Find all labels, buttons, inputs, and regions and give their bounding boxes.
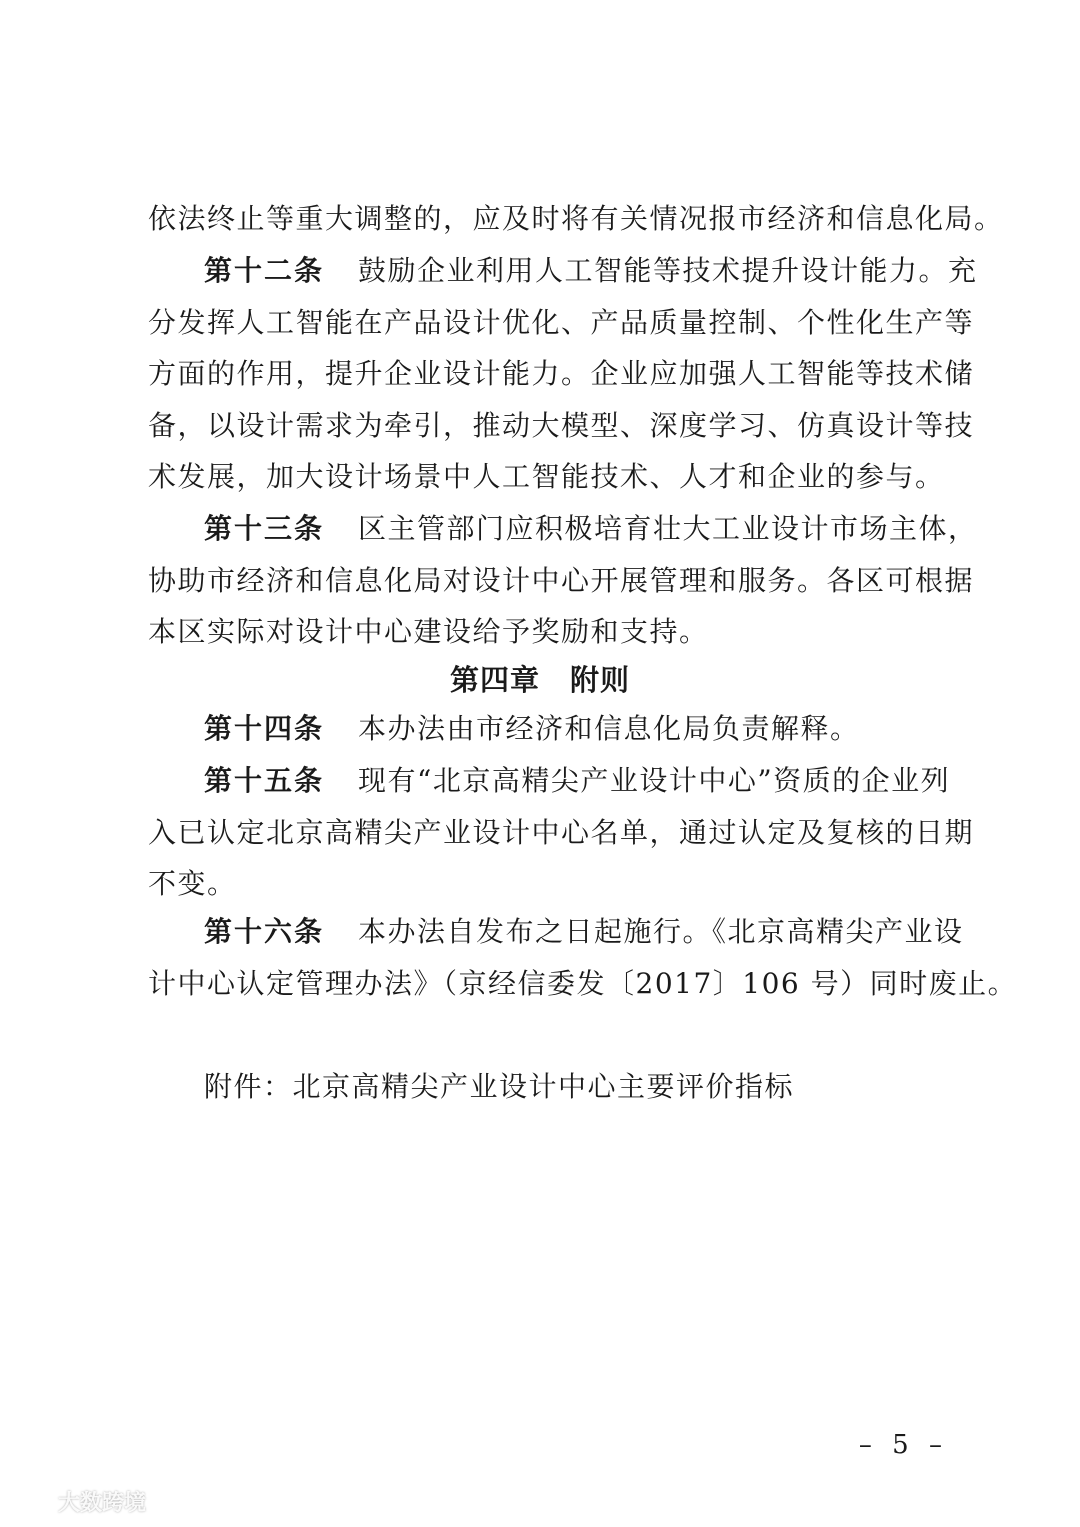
article-13 bbox=[148, 503, 978, 658]
chapter-name: 附则 bbox=[570, 663, 631, 697]
watermark-text: 大数跨境 bbox=[58, 1491, 147, 1516]
chapter-number: 第四章 bbox=[449, 663, 540, 697]
article-12-line-2: 分发挥人工智能在产品设计优化、产品质量控制、个性化生产等 bbox=[148, 305, 975, 339]
article-15 bbox=[148, 755, 975, 910]
attachment-note: 附件：北京高精尖产业设计中心主要评价指标 bbox=[204, 1070, 795, 1103]
article-15-title: 第十五条 bbox=[204, 764, 325, 797]
watermark-logo-icon bbox=[8, 1487, 54, 1517]
article-14-title: 第十四条 bbox=[204, 712, 325, 745]
article-16-line-1: 本办法自发布之日起施行。《北京高精尖产业设 bbox=[358, 915, 964, 948]
article-15-line-1: 现有“北京高精尖产业设计中心”资质的企业列 bbox=[358, 764, 951, 797]
article-15-line-3: 不变。 bbox=[148, 867, 237, 900]
continuation-paragraph bbox=[148, 193, 1004, 245]
article-12 bbox=[148, 245, 978, 503]
chapter-heading bbox=[0, 658, 1080, 699]
article-12-line-5: 术发展，加大设计场景中人工智能技术、人才和企业的参与。 bbox=[148, 460, 945, 493]
page-number: – 5 – bbox=[858, 1430, 948, 1460]
article-12-line-1: 鼓励企业利用人工智能等技术提升设计能力。充 bbox=[358, 254, 978, 287]
article-16 bbox=[148, 906, 1018, 1009]
article-14-line-1: 本办法由市经济和信息化局负责解释。 bbox=[358, 712, 860, 745]
article-12-line-4: 备，以设计需求为牵引，推动大模型、深度学习、仿真设计等技 bbox=[148, 408, 975, 442]
article-12-title: 第十二条 bbox=[204, 254, 325, 287]
continuation-line: 依法终止等重大调整的，应及时将有关情况报市经济和信息化局。 bbox=[148, 202, 1004, 235]
article-13-line-2: 协助市经济和信息化局对设计中心开展管理和服务。各区可根据 bbox=[148, 563, 975, 597]
article-16-title: 第十六条 bbox=[204, 915, 325, 948]
article-14 bbox=[148, 703, 948, 755]
article-15-line-2: 入已认定北京高精尖产业设计中心名单，通过认定及复核的日期 bbox=[148, 815, 975, 849]
article-13-line-1: 区主管部门应积极培育壮大工业设计市场主体， bbox=[358, 512, 978, 545]
article-16-line-2: 计中心认定管理办法》（京经信委发〔2017〕106 号）同时废止。 bbox=[148, 966, 1018, 1000]
article-13-line-3: 本区实际对设计中心建设给予奖励和支持。 bbox=[148, 615, 709, 648]
article-13-title: 第十三条 bbox=[204, 512, 325, 545]
watermark bbox=[8, 1486, 146, 1517]
article-12-line-3: 方面的作用，提升企业设计能力。企业应加强人工智能等技术储 bbox=[148, 357, 975, 390]
